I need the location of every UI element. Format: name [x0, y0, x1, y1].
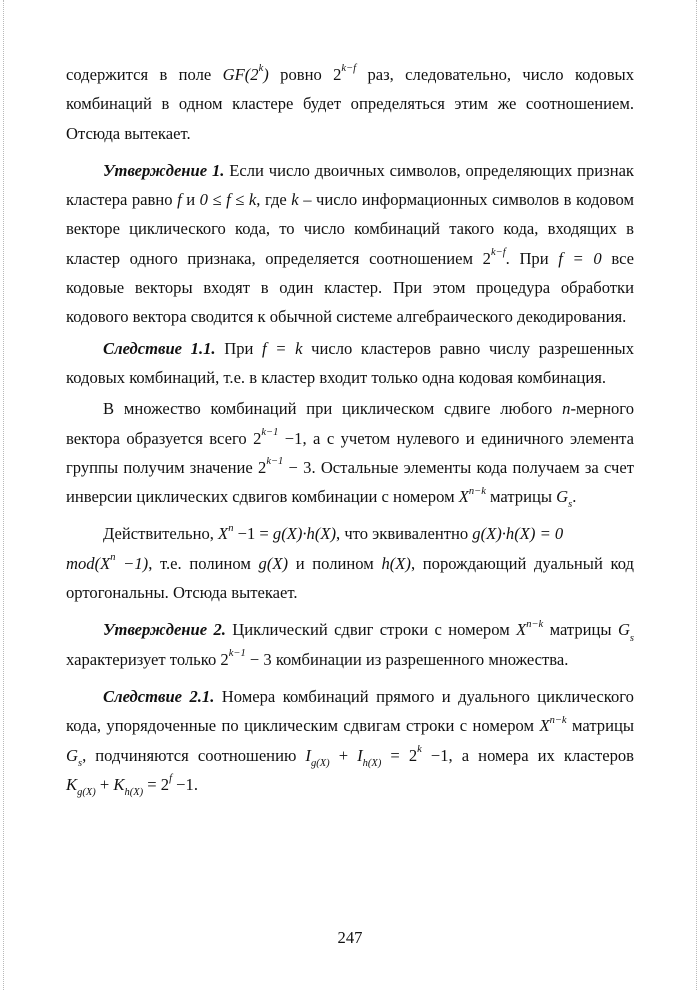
formula-g: g(X)	[258, 553, 289, 573]
var-k: k	[291, 190, 299, 210]
page-number: 247	[337, 928, 363, 947]
corollary-2-1: Следствие 2.1. Номера комбинаций прямого и дуального циклического кода, упорядоченные по циклическим сдвигам строки с номером $X^{n-k}$ матрицы $G_s$, подчиняются соотношению $I_{g(X)} + I_{h(X)} = 2^k -1$, а номера их кластеров $K_{g(X)} + K_{h(X)} = 2^f -1$.	[66, 686, 635, 799]
corollary-1-1-label: Следствие 1.1.	[103, 338, 216, 358]
formula-range: 0 ≤ f ≤ k	[199, 190, 257, 210]
formula-2-power: $2^{k-f}$	[482, 247, 506, 268]
formula-gs: $G_s$	[556, 487, 573, 511]
formula-gs: $G_s$	[66, 745, 83, 769]
formula-k-sum: $K_{g(X)} + K_{h(X)} = 2^f -1$	[66, 773, 194, 799]
formula-2k1-minus-3: $2^{k-1} - 3$	[258, 456, 312, 477]
text-run: ровно	[268, 65, 334, 84]
formula-i-sum: $I_{g(X)} + I_{h(X)} = 2^k -1$	[305, 744, 449, 769]
formula-x-nk: $X^{n-k}$	[516, 618, 544, 640]
formula-xn-identity: $X^n -1 = g(X)\cdot h(X)$	[218, 522, 337, 544]
statement-1: Утверждение 1. Если число двоичных символов, определяющих признак кластера равно f и 0 ≤ f ≤ k, где k – число информационных символов в кодовом векторе циклического кода, то число комбинаций такого кода, входящих в кластер одного признака, определяется соотношением $2^{k-f}$. При f = 0 все кодовые векторы входят в один кластер. При этом процедура обработки кодового вектора сводится к обычной системе алгебраического декодирования.	[66, 160, 635, 327]
formula-gs: $G_s$	[617, 620, 635, 644]
statement-1-label: Утверждение 1.	[103, 160, 225, 180]
paragraph-1	[66, 60, 634, 148]
var-f: f	[177, 190, 182, 210]
formula-gh-zero: g(X)·h(X) = 0	[472, 524, 564, 544]
formula-f-zero: f = 0	[558, 248, 602, 268]
corollary-2-1-label: Следствие 2.1.	[103, 686, 215, 706]
formula-2k1-minus-1: $2^{k-1} -1$	[253, 427, 303, 448]
corollary-1-1: Следствие 1.1. При f = k число кластеров равно числу разрешенных кодовых комбинаций, т.е. в кластер входит только одна кодовая комбинация.	[66, 338, 634, 387]
formula-x-nk: $X^{n-k}$	[539, 714, 567, 736]
paragraph-5: Действительно, $X^n -1 = g(X)\cdot h(X)$, что эквивалентно g(X)·h(X) = 0 $mod(X^n -1)$, т.е. полином g(X) и полином h(X), порождающий дуальный код ортогональны. Отсюда вытекает.	[66, 522, 634, 603]
statement-2-label: Утверждение 2.	[103, 620, 226, 640]
paragraph-4: В множество комбинаций при циклическом сдвиге любого n-мерного вектора образуется всего $2^{k-1} -1$, а с учетом нулевого и единичного элемента группы получим значение $2^{k-1} - 3$. Остальные элементы кода получаем за счет инверсии циклических сдвигов комбинации с номером $X^{n-k}$ матрицы $G_s$.	[66, 399, 634, 511]
page-left-border	[3, 0, 4, 990]
formula-x-nk: $X^{n-k}$	[458, 485, 486, 507]
text-run: раз, следовательно, число кодовых комбинаций в одном кластере будет определяться этим же соотношением. Отсюда вытекает.	[66, 65, 635, 143]
page-right-border	[696, 0, 697, 990]
text-run: содержится в поле	[66, 65, 223, 84]
formula-f-k: f = k	[262, 338, 303, 358]
formula-h: h(X)	[381, 553, 411, 573]
formula-2k1-minus-3: $2^{k-1} - 3$	[220, 648, 272, 669]
formula-2-power: $2^{k-f}$	[333, 63, 357, 84]
formula-gf: GF(2$^k$)	[222, 63, 269, 84]
var-n: n	[562, 399, 571, 419]
statement-2: Утверждение 2. Циклический сдвиг строки с номером $X^{n-k}$ матрицы $G_s$ характеризует только $2^{k-1} - 3$ комбинации из разрешенного множества.	[66, 618, 635, 669]
page-body	[66, 60, 634, 799]
formula-mod: $mod(X^n -1)$	[66, 552, 149, 573]
